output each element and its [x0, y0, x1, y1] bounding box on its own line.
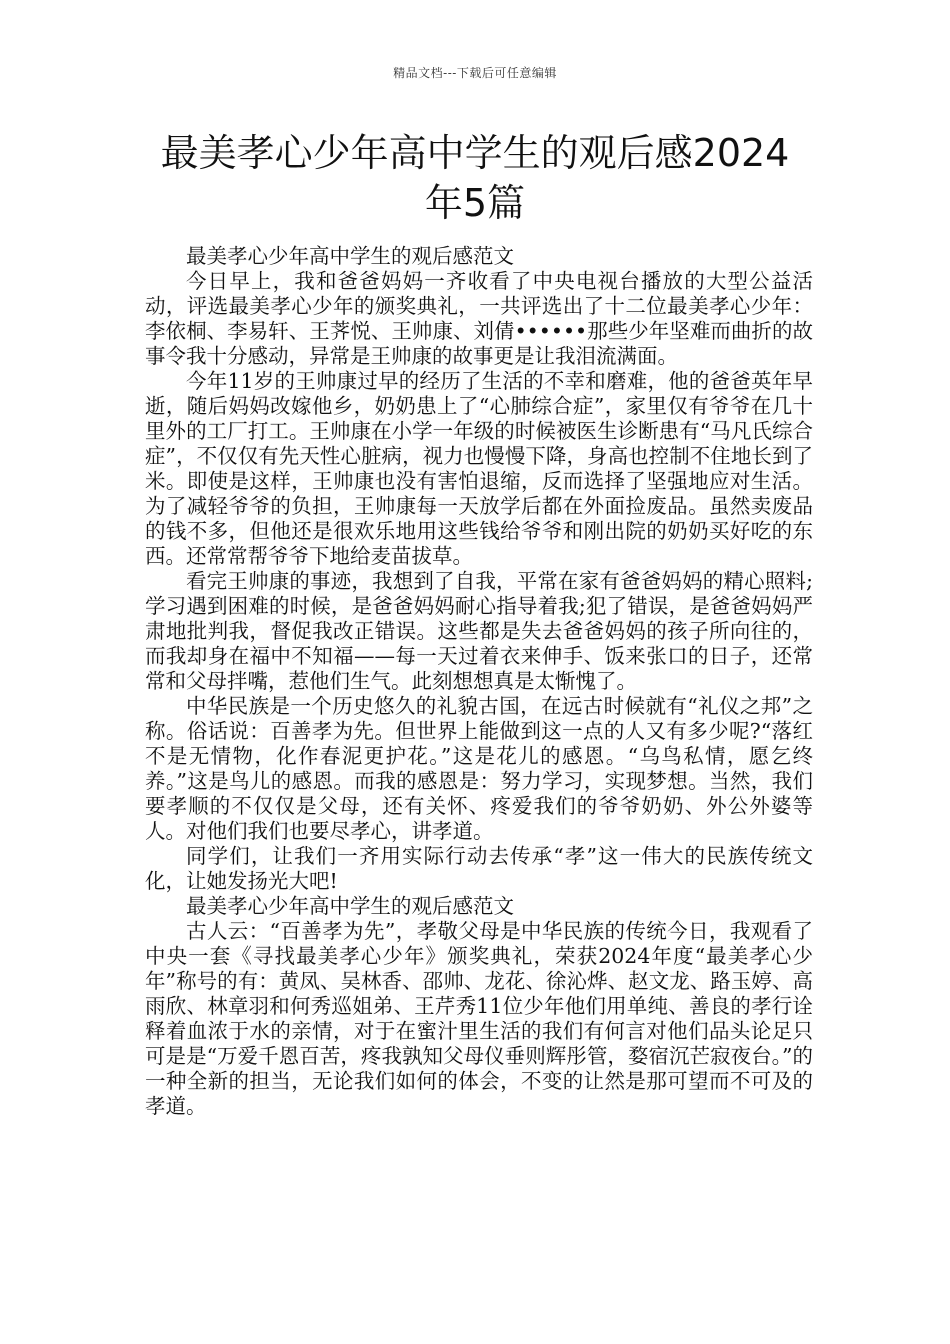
body-paragraph: 今年11岁的王帅康过早的经历了生活的不幸和磨难，他的爸爸英年早逝，随后妈妈改嫁他乡，奶奶患上了“心肺综合症”，家里仅有爷爷在几十里外的工厂打工。王帅康在小学一年级的时候被医生诊断患有“马凡氏综合症”，不仅仅有先天性心脏病，视力也慢慢下降，身高也控制不住地长到了米。即使是这样，王帅康也没有害怕退缩，反而选择了坚强地应对生活。为了减轻爷爷的负担，王帅康每一天放学后都在外面捡废品。虽然卖废品的钱不多，但他还是很欢乐地用这些钱给爷爷和刚出院的奶奶买好吃的东西。还常常帮爷爷下地给麦苗拔草。 [145, 369, 813, 568]
document-title: 最美孝心少年高中学生的观后感2024年5篇 [160, 131, 790, 225]
section-heading: 最美孝心少年高中学生的观后感范文 [186, 244, 514, 268]
body-paragraph: 看完王帅康的事迹，我想到了自我，平常在家有爸爸妈妈的精心照料;学习遇到困难的时候，是爸爸妈妈耐心指导着我;犯了错误，是爸爸妈妈严肃地批判我，督促我改正错误。这些都是失去爸爸妈妈的孩子所向往的，而我却身在福中不知福——每一天过着衣来伸手、饭来张口的日子，还常常和父母拌嘴，惹他们生气。此刻想想真是太惭愧了。 [145, 569, 813, 693]
body-paragraph: 古人云：“百善孝为先”，孝敬父母是中华民族的传统今日，我观看了中央一套《寻找最美孝心少年》颁奖典礼，荣获2024年度“最美孝心少年”称号的有：黄凤、吴林香、邵帅、龙花、徐沁烨、赵文龙、路玉婷、高雨欣、林章羽和何秀巡姐弟、王芹秀11位少年他们用单纯、善良的孝行诠释着血浓于水的亲情，对于在蜜汁里生活的我们有何言对他们品头论足只可是是“万爱千恩百苦，疼我孰知父母仪垂则辉彤管，婺宿沉芒寂夜台。”的一种全新的担当，无论我们如何的体会，不变的让然是那可望而不可及的孝道。 [145, 919, 813, 1118]
document-body [145, 244, 813, 1119]
body-paragraph: 今日早上，我和爸爸妈妈一齐收看了中央电视台播放的大型公益活动，评选最美孝心少年的颁奖典礼，一共评选出了十二位最美孝心少年：李依桐、李易轩、王荠悦、王帅康、刘倩••••••那些少年坚难而曲折的故事令我十分感动，异常是王帅康的故事更是让我泪流满面。 [145, 269, 813, 368]
header-note: 精品文档---下载后可任意编辑 [393, 66, 557, 80]
body-paragraph: 同学们，让我们一齐用实际行动去传承“孝”这一伟大的民族传统文化，让她发扬光大吧! [145, 844, 813, 893]
section-heading: 最美孝心少年高中学生的观后感范文 [186, 894, 514, 918]
body-paragraph: 中华民族是一个历史悠久的礼貌古国，在远古时候就有“礼仪之邦”之称。俗话说：百善孝为先。但世界上能做到这一点的人又有多少呢?“落红不是无情物，化作春泥更护花。”这是花儿的感恩。“乌鸟私情，愿乞终养。”这是鸟儿的感恩。而我的感恩是：努力学习，实现梦想。当然，我们要孝顺的不仅仅是父母，还有关怀、疼爱我们的爷爷奶奶、外公外婆等人。对他们我们也要尽孝心，讲孝道。 [145, 694, 813, 843]
